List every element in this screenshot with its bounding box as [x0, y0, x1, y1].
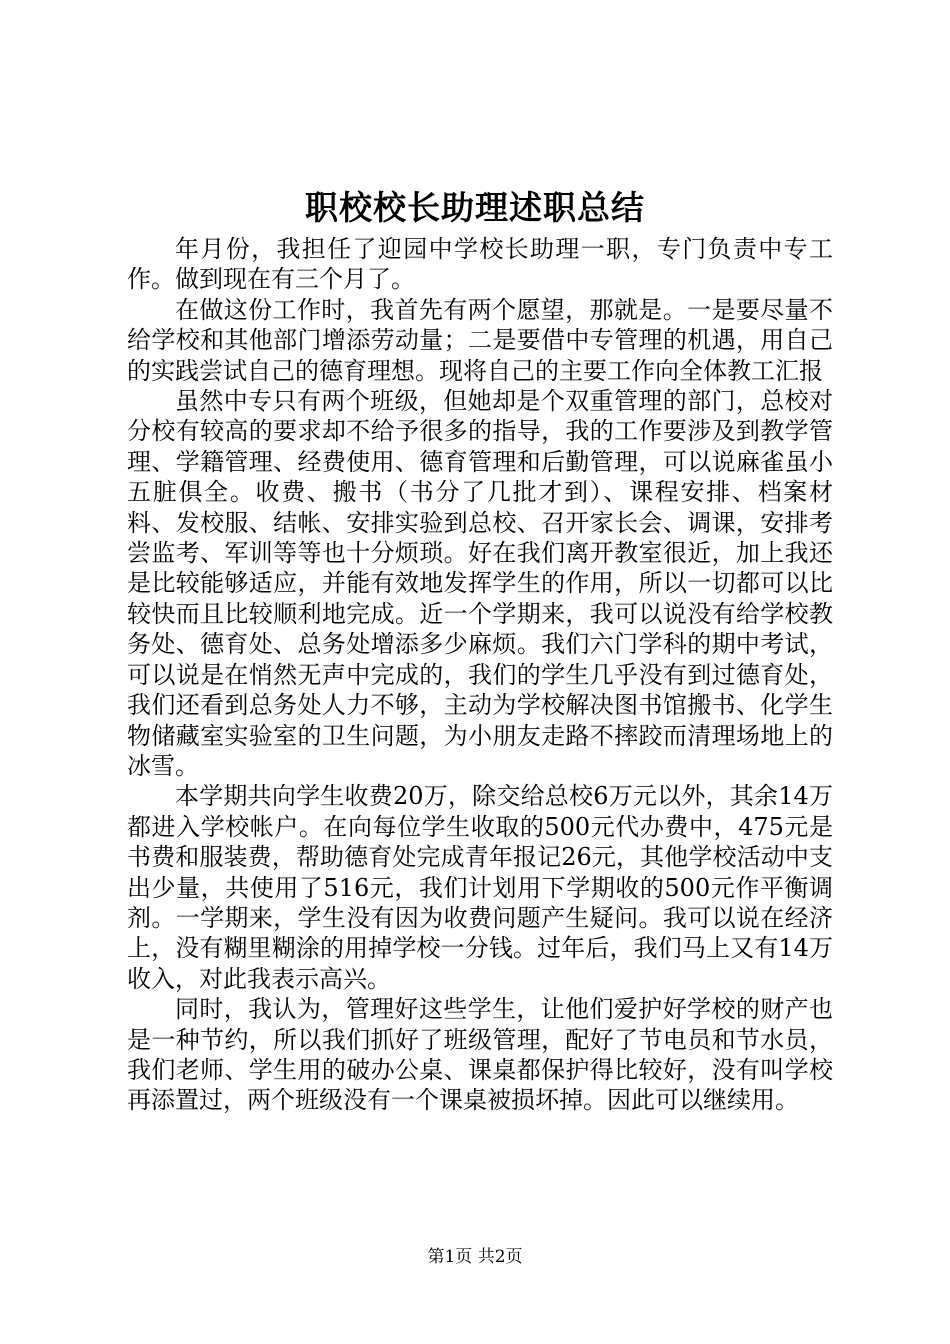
- document-title: 职校校长助理述职总结: [305, 188, 645, 227]
- paragraph-4: 本学期共向学生收费20万，除交给总校6万元以外，其余14万都进入学校帐户。在向每位学生收取的500元代办费中，475元是书费和服装费，帮助德育处完成青年报记26元，其他学校活动中支出少量，共使用了516元，我们计划用下学期收的500元作平衡调剂。一学期来，学生没有因为收费问题产生疑问。我可以说在经济上，没有糊里糊涂的用掉学校一分钱。过年后，我们马上又有14万收入，对此我表示高兴。: [127, 782, 833, 993]
- page-footer: 第1页 共2页: [427, 1247, 523, 1267]
- paragraph-1: 年月份，我担任了迎园中学校长助理一职，专门负责中专工作。做到现在有三个月了。: [127, 235, 833, 294]
- document-body: [127, 234, 833, 1116]
- paragraph-2: 在做这份工作时，我首先有两个愿望，那就是。一是要尽量不给学校和其他部门增添劳动量；二是要借中专管理的机遇，用自己的实践尝试自己的德育理想。现将自己的主要工作向全体教工汇报: [127, 295, 833, 385]
- paragraph-5: 同时，我认为，管理好这些学生，让他们爱护好学校的财产也是一种节约，所以我们抓好了班级管理，配好了节电员和节水员，我们老师、学生用的破办公桌、课桌都保护得比较好，没有叫学校再添置过，两个班级没有一个课桌被损坏掉。因此可以继续用。: [127, 995, 833, 1115]
- paragraph-3: 虽然中专只有两个班级，但她却是个双重管理的部门，总校对分校有较高的要求却不给予很多的指导，我的工作要涉及到教学管理、学籍管理、经费使用、德育管理和后勤管理，可以说麻雀虽小五脏俱全。收费、搬书（书分了几批才到）、课程安排、档案材料、发校服、结帐、安排实验到总校、召开家长会、调课，安排考尝监考、军训等等也十分烦琐。好在我们离开教室很近，加上我还是比较能够适应，并能有效地发挥学生的作用，所以一切都可以比较快而且比较顺利地完成。近一个学期来，我可以说没有给学校教务处、德育处、总务处增添多少麻烦。我们六门学科的期中考试，可以说是在悄然无声中完成的，我们的学生几乎没有到过德育处，我们还看到总务处人力不够，主动为学校解决图书馆搬书、化学生物储藏室实验室的卫生问题，为小朋友走路不摔跤而清理场地上的冰雪。: [127, 387, 833, 780]
